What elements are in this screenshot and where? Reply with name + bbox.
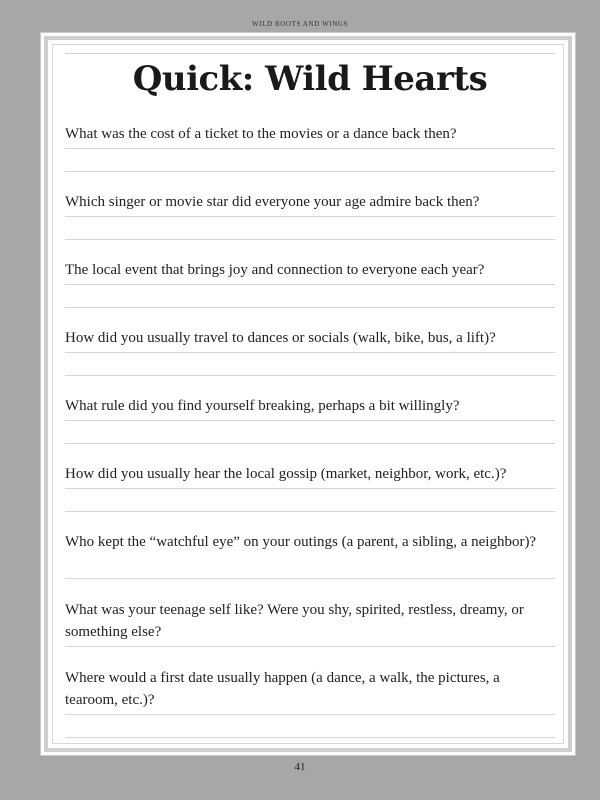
question-item: [65, 667, 555, 739]
answer-line[interactable]: [65, 578, 555, 579]
question-item: [65, 463, 555, 531]
answer-line[interactable]: [65, 646, 555, 647]
answer-line[interactable]: [65, 737, 555, 738]
question-item: [65, 259, 555, 327]
question-item: [65, 191, 555, 259]
answer-line[interactable]: [65, 714, 555, 715]
page-frame: [40, 32, 576, 756]
question-item: [65, 123, 555, 191]
question-item: [65, 599, 555, 667]
question-text: Who kept the “watchful eye” on your outings (a parent, a sibling, a neighbor)?: [65, 534, 537, 550]
answer-line[interactable]: [65, 216, 555, 217]
answer-line[interactable]: [65, 375, 555, 376]
question-item: [65, 327, 555, 395]
answer-line[interactable]: [65, 352, 555, 353]
page-title: Quick: Wild Hearts: [132, 59, 488, 99]
running-header: WILD ROOTS AND WINGS: [251, 20, 349, 28]
answer-line[interactable]: [65, 511, 555, 512]
question-item: [65, 395, 555, 463]
answer-line[interactable]: [65, 443, 555, 444]
question-text: What rule did you find yourself breaking, perhaps a bit willingly?: [65, 398, 460, 414]
page-number: 41: [294, 761, 306, 773]
question-text: What was your teenage self like? Were you shy, spirited, restless, dreamy, or something else?: [65, 602, 524, 640]
question-text: What was the cost of a ticket to the movies or a dance back then?: [65, 126, 457, 142]
answer-line[interactable]: [65, 284, 555, 285]
answer-line[interactable]: [65, 420, 555, 421]
answer-line[interactable]: [65, 239, 555, 240]
question-text: Where would a first date usually happen (a dance, a walk, the pictures, a tearoom, etc.)?: [65, 670, 500, 708]
answer-line[interactable]: [65, 171, 555, 172]
question-text: How did you usually hear the local gossip (market, neighbor, work, etc.)?: [65, 466, 507, 482]
answer-line[interactable]: [65, 488, 555, 489]
answer-line[interactable]: [65, 307, 555, 308]
question-list: [65, 123, 555, 739]
question-text: How did you usually travel to dances or socials (walk, bike, bus, a lift)?: [65, 330, 496, 346]
answer-line[interactable]: [65, 148, 555, 149]
question-text: Which singer or movie star did everyone your age admire back then?: [65, 194, 480, 210]
question-item: [65, 531, 555, 599]
top-rule: [65, 53, 555, 54]
worksheet-content: [65, 53, 555, 755]
question-text: The local event that brings joy and connection to everyone each year?: [65, 262, 485, 278]
